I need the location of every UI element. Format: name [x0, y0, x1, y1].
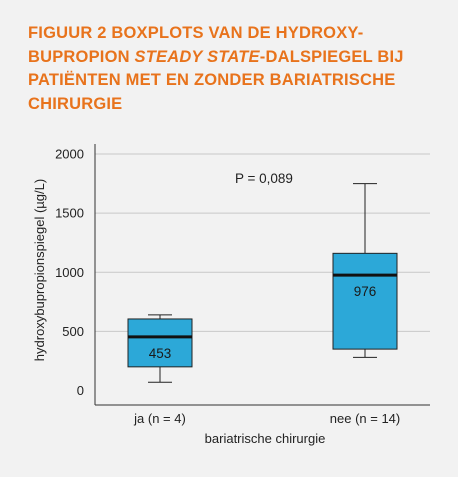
figure-title-part: -DALSPIEGEL BIJ PATIËNTEN MET EN ZONDER BARIATRISCHE CHIRURGIE — [28, 47, 404, 113]
y-tick-labels — [55, 147, 84, 399]
y-axis-label: hydroxybupropionspiegel (µg/L) — [32, 178, 47, 362]
box-group — [333, 184, 397, 358]
figure-title-part: STEADY STATE — [134, 47, 260, 66]
y-tick-label: 2000 — [55, 146, 84, 162]
box-group — [128, 315, 192, 382]
y-tick-label: 500 — [62, 323, 84, 339]
median-label: 976 — [353, 284, 377, 300]
y-tick-label: 0 — [76, 383, 84, 398]
y-tick-label: 1500 — [55, 205, 84, 221]
x-axis-label: bariatrische chirurgie — [204, 431, 326, 446]
p-value-annotation: P = 0,089 — [235, 171, 293, 186]
iqr-box — [333, 253, 397, 349]
x-tick-label: nee (n = 14) — [329, 411, 401, 426]
y-tick-label: 1000 — [55, 264, 84, 280]
x-tick-labels — [133, 411, 400, 426]
median-label: 453 — [148, 345, 172, 361]
x-tick-label: ja (n = 4) — [134, 411, 186, 426]
figure-title-part: FIGUUR 2 BOXPLOTS VAN DE HYDROXY-BUPROPION — [28, 24, 364, 66]
